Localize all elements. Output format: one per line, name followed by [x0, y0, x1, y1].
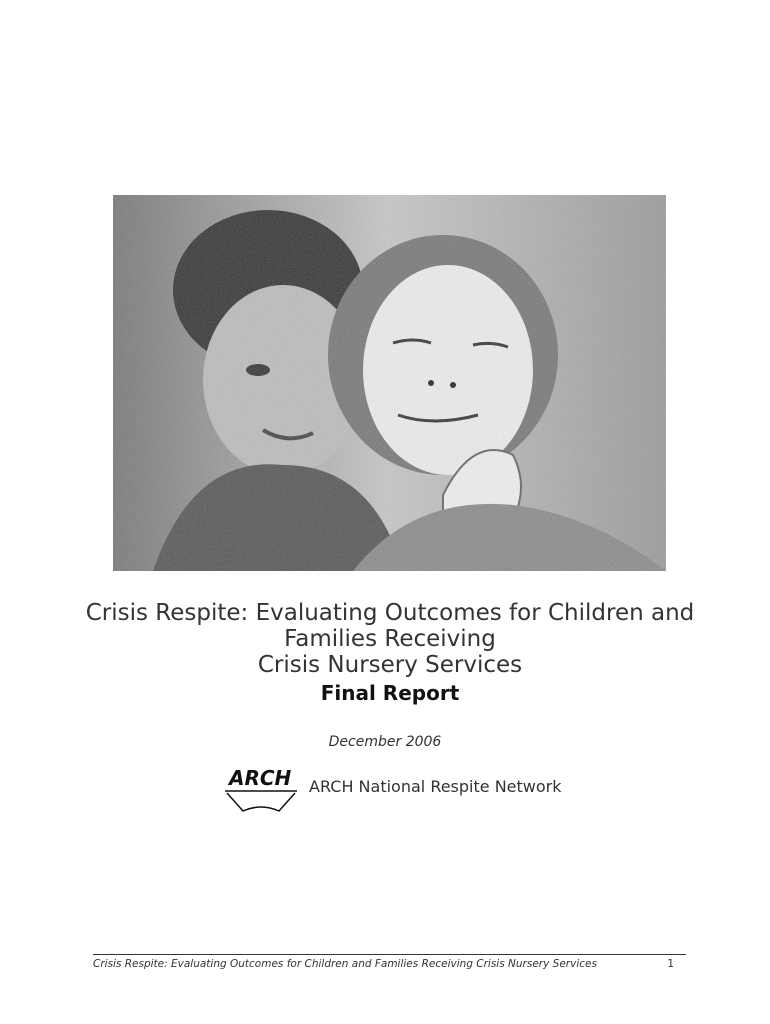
footer-divider	[93, 954, 686, 955]
title-line-3: Crisis Nursery Services	[257, 652, 523, 678]
report-title	[60, 600, 720, 706]
title-line-2: Families Receiving	[284, 626, 496, 652]
arch-logo-icon	[225, 765, 297, 815]
page-number: 1	[667, 958, 674, 970]
report-subtitle: Final Report	[320, 681, 460, 705]
footer-running-title: Crisis Respite: Evaluating Outcomes for Children and Families Receiving Crisis Nursery Services	[93, 958, 597, 970]
children-photo-icon	[113, 195, 666, 571]
arch-logo-text: ARCH	[229, 766, 292, 790]
title-line-1: Crisis Respite: Evaluating Outcomes for Children and	[85, 600, 695, 626]
organization-name: ARCH National Respite Network	[309, 776, 562, 796]
cover-photo	[113, 195, 666, 571]
organization-block	[225, 765, 562, 815]
page-footer	[93, 958, 686, 970]
report-date: December 2006	[328, 734, 442, 750]
